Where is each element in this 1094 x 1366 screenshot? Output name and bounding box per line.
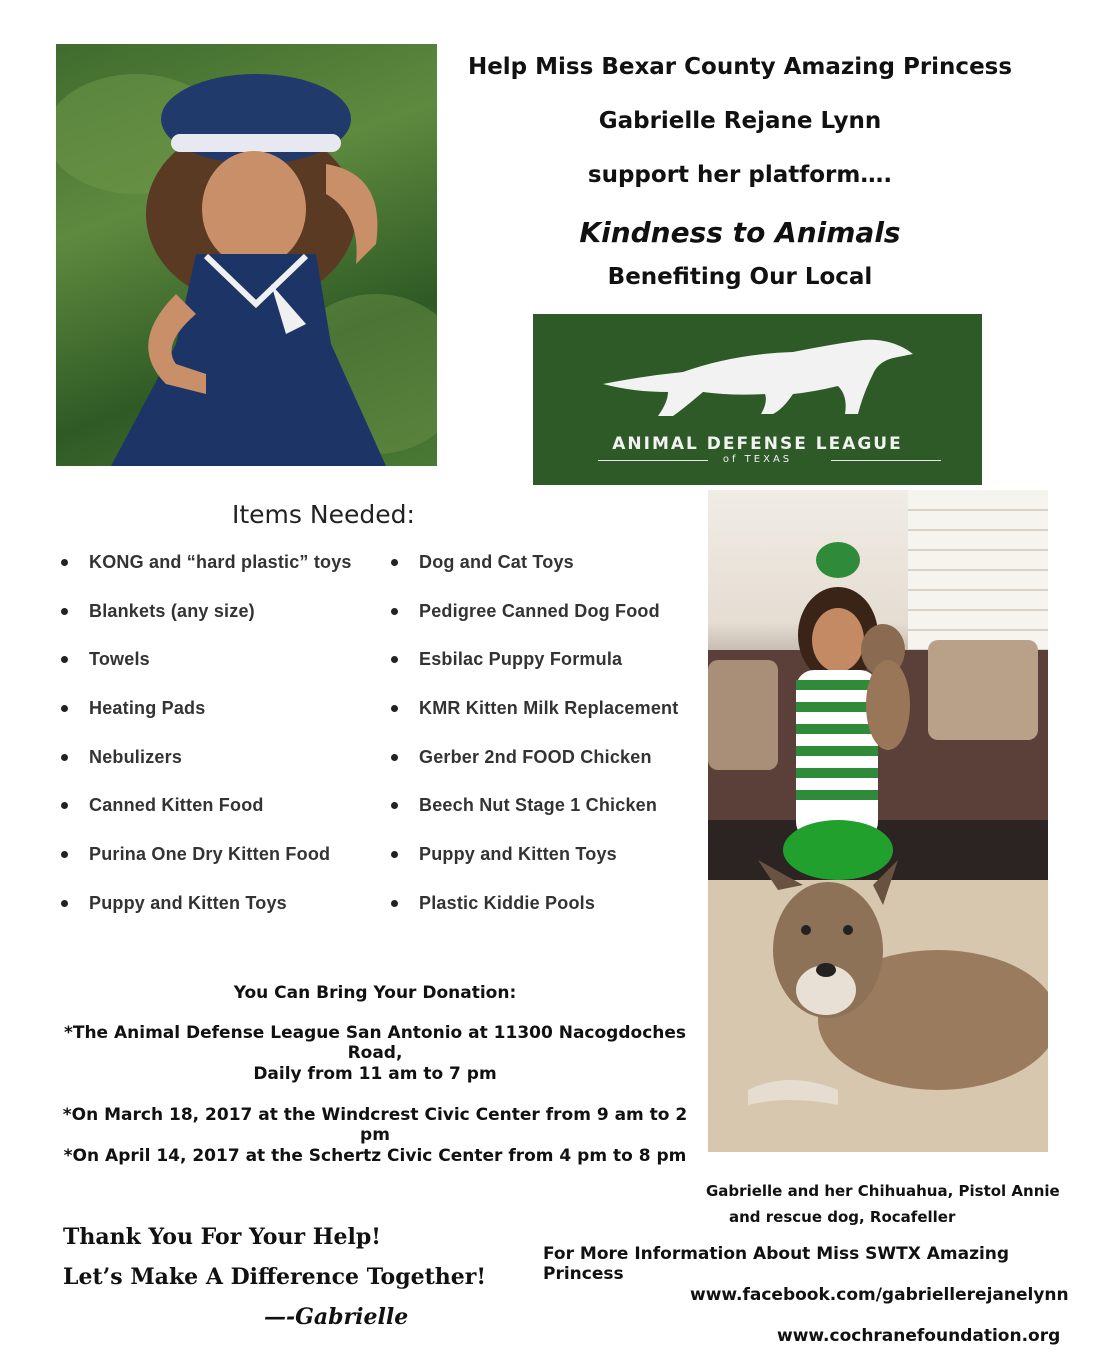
list-item: Heating Pads [89, 698, 389, 747]
bullet-icon [391, 656, 398, 663]
bullet-icon [391, 802, 398, 809]
header-line-5: Benefiting Our Local [607, 264, 873, 290]
bullet-icon [391, 754, 398, 761]
animal-defense-league-logo [533, 314, 982, 485]
portrait-illustration [56, 44, 437, 466]
list-item: Towels [89, 649, 389, 698]
list-item: Esbilac Puppy Formula [419, 649, 709, 698]
bullet-icon [61, 559, 68, 566]
header-line-2: Gabrielle Rejane Lynn [598, 108, 882, 134]
bullet-icon [391, 705, 398, 712]
list-item: Purina One Dry Kitten Food [89, 844, 389, 893]
photo-gabrielle-with-dogs [708, 490, 1048, 1152]
list-item: KONG and “hard plastic” toys [89, 552, 389, 601]
bullet-icon [61, 608, 68, 615]
thank-you-line-2: Let’s Make A Difference Together! [63, 1264, 486, 1290]
bullet-icon [391, 608, 398, 615]
list-item: Puppy and Kitten Toys [89, 893, 389, 942]
donation-line-4: *On April 14, 2017 at the Schertz Civic Center from 4 pm to 8 pm [63, 1146, 687, 1166]
photo-caption-line-2: and rescue dog, Rocafeller [729, 1208, 956, 1226]
bullet-icon [391, 559, 398, 566]
donation-line-3: *On March 18, 2017 at the Windcrest Civic Center from 9 am to 2 pm [62, 1105, 688, 1145]
bullet-icon [61, 656, 68, 663]
donation-line-2: Daily from 11 am to 7 pm [253, 1064, 497, 1084]
facebook-link[interactable]: www.facebook.com/gabriellerejanelynn [690, 1285, 1069, 1305]
donation-heading: You Can Bring Your Donation: [233, 983, 517, 1003]
bullet-icon [391, 851, 398, 858]
bullet-icon [61, 802, 68, 809]
list-item: Puppy and Kitten Toys [419, 844, 709, 893]
bullet-icon [391, 900, 398, 907]
photo-gabrielle-portrait [56, 44, 437, 466]
photo-caption-line-1: Gabrielle and her Chihuahua, Pistol Annie [706, 1182, 1060, 1200]
dog-cat-silhouette-icon [533, 314, 982, 434]
list-item: Blankets (any size) [89, 601, 389, 650]
signature: —-Gabrielle [264, 1304, 409, 1330]
bullet-icon [61, 754, 68, 761]
bullet-icon [61, 851, 68, 858]
bullet-icon [61, 705, 68, 712]
header-line-1: Help Miss Bexar County Amazing Princess [467, 54, 1013, 80]
list-item: Beech Nut Stage 1 Chicken [419, 795, 709, 844]
platform-title: Kindness to Animals [579, 216, 901, 249]
thank-you-line-1: Thank You For Your Help! [63, 1224, 381, 1250]
list-item: Pedigree Canned Dog Food [419, 601, 709, 650]
list-item: Plastic Kiddie Pools [419, 893, 709, 942]
list-item: Canned Kitten Food [89, 795, 389, 844]
items-list-column-1 [89, 552, 389, 942]
website-link[interactable]: www.cochranefoundation.org [777, 1326, 1061, 1346]
list-item: KMR Kitten Milk Replacement [419, 698, 709, 747]
header-line-3: support her platform…. [587, 162, 893, 188]
dogs-illustration [708, 490, 1048, 1152]
list-item: Gerber 2nd FOOD Chicken [419, 747, 709, 796]
logo-subtitle: of TEXAS [722, 454, 793, 465]
donation-line-1: *The Animal Defense League San Antonio at 11300 Nacogdoches Road, [63, 1023, 687, 1063]
logo-name: ANIMAL DEFENSE LEAGUE [612, 434, 903, 454]
items-list-column-2 [419, 552, 709, 942]
items-needed-title: Items Needed: [232, 500, 415, 529]
list-item: Dog and Cat Toys [419, 552, 709, 601]
list-item: Nebulizers [89, 747, 389, 796]
bullet-icon [61, 900, 68, 907]
more-info-heading: For More Information About Miss SWTX Amazing Princess [543, 1244, 1010, 1284]
